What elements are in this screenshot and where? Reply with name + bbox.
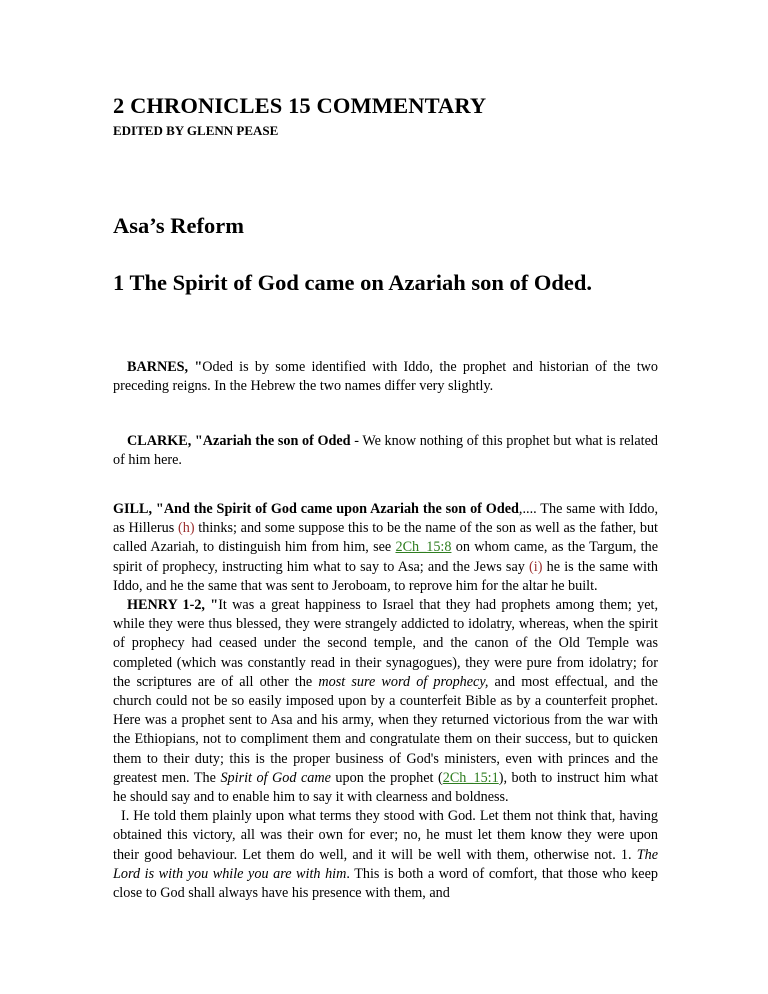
henry-italic-2: Spirit of God came: [220, 769, 331, 786]
gill-text-3: on whom came, as the Targum, the spirit of prophecy, instructing him what to say to Asa; and the Jews say: [113, 539, 658, 575]
henry-italic-3: The Lord is with you while you are with him: [113, 846, 658, 882]
barnes-label: BARNES, ": [127, 359, 203, 375]
henry-text-2: and most effectual, and the church could not be so easily imposed upon by a counterfeit Bible as by a counterfeit prophet. Here was a prophet sent to Asa and his army, when they returned victorious from the war with the Ethiopians, not to compliment them and congratulate them on their success, but to quicken them to their duty; this is the proper business of God's ministers, even with princes and the greatest men. The: [113, 673, 658, 786]
scripture-link-2ch-15-1[interactable]: 2Ch_15:1: [442, 769, 499, 786]
page-title: 2 CHRONICLES 15 COMMENTARY: [113, 93, 487, 118]
clarke-text: - We know nothing of this prophet but what is related of him here.: [113, 433, 658, 469]
clarke-label: CLARKE, ": [127, 433, 203, 449]
henry-point-one: [113, 807, 658, 903]
clarke-commentary: [113, 432, 658, 470]
henry-point-text-2: . This is both a word of comfort, that those who keep close to God shall always have his presence with them, and: [113, 865, 658, 902]
section-heading: Asa’s Reform: [113, 213, 245, 238]
gill-text-1: ,.... The same with Iddo, as Hillerus: [113, 501, 658, 537]
gill-text-2: thinks; and some suppose this to be the name of the son as well as the father, but called Azariah, to distinguish him from him, see: [113, 520, 658, 556]
henry-italic-1: most sure word of prophecy,: [318, 673, 489, 690]
henry-text-4: ), both to instruct him what he should say and to enable him to say it with clearness and boldness.: [113, 769, 659, 806]
gill-henry-commentary: [113, 500, 658, 903]
gill-commentary: [113, 500, 658, 596]
henry-commentary: [113, 596, 658, 807]
gill-phrase: And the Spirit of God came upon Azariah the son of Oded: [163, 501, 519, 517]
henry-label: HENRY 1-2, ": [127, 597, 219, 614]
barnes-commentary: [113, 358, 658, 396]
henry-point-text-1: I. He told them plainly upon what terms they stood with God. Let them not think that, having obtained this victory, all was their own for ever; no, he must let them know they were upon their good behaviour. Let them do well, and it will be well with them, otherwise not. 1.: [113, 808, 658, 863]
footnote-ref-i[interactable]: (i): [529, 558, 543, 575]
henry-text-1: It was a great happiness to Israel that they had prophets among them; yet, while they were thus blessed, they were strangely addicted to idolatry, whereas, when the spirit of prophecy had ceased under the second temple, and the canon of the Old Temple was completed (which was constantly read in their synagogues), they were pure from idolatry; for the scriptures are of all other the: [113, 597, 659, 690]
barnes-text: Oded is by some identified with Iddo, the prophet and historian of the two preceding reigns. In the Hebrew the two names differ very slightly.: [113, 359, 658, 395]
editor-line: EDITED BY GLENN PEASE: [113, 123, 279, 138]
clarke-phrase: Azariah the son of Oded: [202, 433, 351, 449]
henry-text-3: upon the prophet (: [330, 769, 443, 786]
gill-label: GILL, ": [113, 501, 164, 517]
gill-text-4: he is the same with Iddo, and he the same that was sent to Jeroboam, to reprove him for the altar he built.: [113, 558, 659, 594]
verse-heading: 1 The Spirit of God came on Azariah son of Oded.: [113, 270, 592, 295]
scripture-link-2ch-15-8[interactable]: 2Ch_15:8: [395, 539, 452, 556]
footnote-ref-h[interactable]: (h): [178, 520, 195, 537]
